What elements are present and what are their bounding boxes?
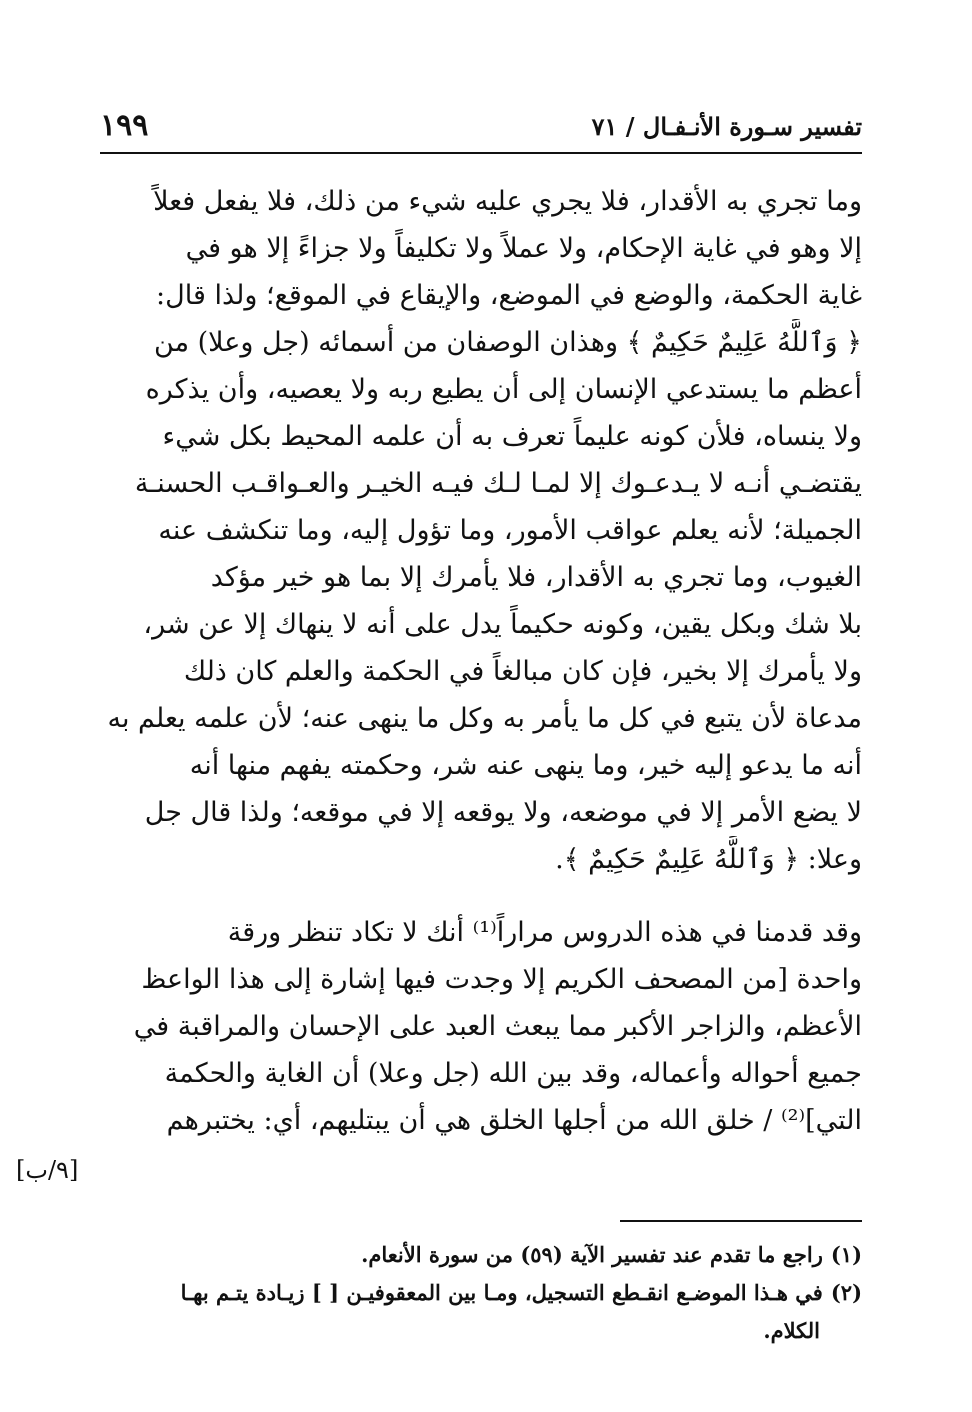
footnote	[100, 1236, 862, 1274]
text-line: ولا ينساه، فلأن كونه عليماً تعرف به أن علمه المحيط بكل شيء	[162, 421, 862, 452]
text-line: لا يضع الأمر إلا في موضعه، ولا يوقعه إلا في موقعه؛ ولذا قال جل	[144, 797, 862, 828]
text-line: وما تجري به الأقدار، فلا يجري عليه شيء من ذلك، فلا يفعل فعلاً	[153, 186, 862, 217]
text-line: غاية الحكمة، والوضع في الموضع، والإيقاع في الموقع؛ ولذا قال:	[156, 280, 862, 311]
footnote	[100, 1274, 862, 1312]
text-line: مدعاة لأن يتبع في كل ما يأمر به وكل ما ينهى عنه؛ لأن علمه يعلم به	[107, 703, 862, 734]
paragraph-gap	[100, 883, 862, 909]
footnote-text: في هـذا الموضـع انقـطع التسجيل، ومـا بين المعقوفيـن [ ] زيـادة يتـم بهـا	[180, 1280, 823, 1305]
text-line: جميع أحواله وأعماله، وقد بين الله (جل وعلا) أن الغاية والحكمة	[164, 1058, 862, 1089]
manuscript-folio-marker: [٩/ب]	[16, 1156, 79, 1184]
text-line: الغيوب، وما تجري به الأقدار، فلا يأمرك إلا بما هو خير مؤكد	[210, 562, 862, 593]
footnote-continuation: الكلام.	[763, 1318, 820, 1343]
text-line: الأعظم، والزاجر الأكبر مما يبعث العبد على الإحسان والمراقبة في	[133, 1011, 862, 1042]
footnote-marker: (١)	[830, 1242, 862, 1267]
running-title: تفسير سـورة الأنـفـال / ٧١	[591, 112, 862, 141]
main-text	[100, 178, 862, 1144]
footnote-text: راجع ما تقدم عند تفسير الآية (٥٩) من سورة الأنعام.	[361, 1242, 823, 1267]
footnotes	[100, 1236, 862, 1350]
footnote-marker: (٢)	[830, 1280, 862, 1305]
text-line: ولا يأمرك إلا بخير، فإن كان مبالغاً في الحكمة والعلم كان ذلك	[183, 656, 862, 687]
text-line: الجميلة؛ لأنه يعلم عواقب الأمور، وما تؤول إليه، وما تنكشف عنه	[158, 515, 862, 546]
text-line: التي]⁽²⁾ / خلق الله من أجلها الخلق هي أن يبتليهم، أي: يختبرهم	[166, 1105, 862, 1136]
text-line: وعلا: ﴿ وَٱللَّهُ عَلِيمٌ حَكِيمٌ ﴾.	[555, 844, 862, 875]
text-line: إلا وهو في غاية الإحكام، ولا عملاً ولا تكليفاً ولا جزاءً إلا هو في	[185, 233, 862, 264]
text-line: بلا شك وبكل يقين، وكونه حكيماً يدل على أنه لا ينهاك إلا عن شر،	[143, 609, 862, 640]
footnote-separator	[620, 1220, 862, 1222]
text-line: أعظم ما يستدعي الإنسان إلى أن يطيع ربه ولا يعصيه، وأن يذكره	[145, 374, 862, 405]
text-line: وقد قدمنا في هذه الدروس مراراً⁽¹⁾ أنك لا تكاد تنظر ورقة	[227, 917, 862, 948]
text-line: أنه ما يدعو إليه خير، وما ينهى عنه شر، وحكمته يفهم منها أنه	[189, 750, 862, 781]
page-header	[100, 108, 862, 154]
text-line: يقتضـي أنـه لا يـدعـوك إلا لمـا لـك فيـه الخيـر والعـواقـب الحسنـة	[134, 468, 862, 499]
text-line: واحدة [من المصحف الكريم إلا وجدت فيها إشارة إلى هذا الواعظ	[141, 964, 862, 995]
page-number: ١٩٩	[100, 108, 149, 143]
text-line: ﴿ وَٱللَّهُ عَلِيمٌ حَكِيمٌ ﴾ وهذان الوصفان من أسمائه (جل وعلا) من	[154, 327, 862, 358]
